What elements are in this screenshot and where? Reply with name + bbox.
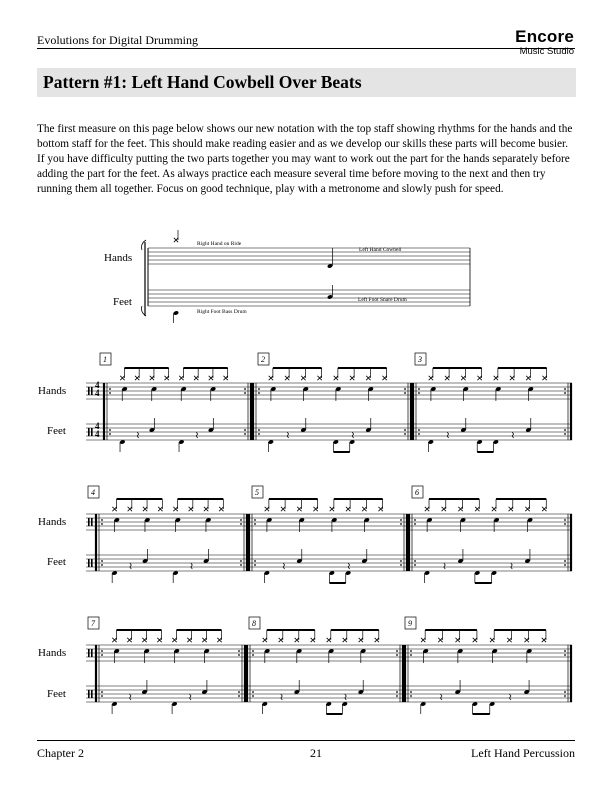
- repeat-dot: [240, 523, 242, 525]
- repeat-dot: [418, 388, 420, 390]
- repeat-dot: [258, 429, 260, 431]
- measure-number-4: 4: [91, 488, 95, 497]
- cymbal-x-note: [510, 376, 514, 380]
- cymbal-x-note: [362, 507, 366, 511]
- cymbal-x-note: [279, 638, 283, 642]
- legend-staves: [142, 230, 471, 323]
- cymbal-x-note: [375, 638, 379, 642]
- repeat-dot: [258, 392, 260, 394]
- row1-hands-label: Hands: [38, 385, 67, 397]
- rest: [191, 563, 193, 569]
- percussion-clef: [88, 428, 90, 436]
- ts-feet-top: 4: [95, 421, 100, 431]
- cymbal-x-note: [223, 376, 227, 380]
- cymbal-x-note: [429, 376, 433, 380]
- repeat-dot: [109, 388, 111, 390]
- rest: [130, 563, 132, 569]
- rest: [352, 432, 354, 438]
- repeat-dot: [254, 564, 256, 566]
- repeat-dot: [564, 519, 566, 521]
- measure-number-1: 1: [103, 355, 107, 364]
- repeat-dot: [109, 392, 111, 394]
- cymbal-x-note: [473, 638, 477, 642]
- rest: [512, 432, 514, 438]
- repeat-dot: [414, 519, 416, 521]
- page-title: Pattern #1: Left Hand Cowbell Over Beats: [43, 72, 362, 92]
- row3-hands-label: Hands: [38, 647, 67, 659]
- repeat-dot: [252, 650, 254, 652]
- percussion-clef: [88, 518, 90, 526]
- measure-number-5: 5: [255, 488, 259, 497]
- repeat-dot: [400, 519, 402, 521]
- repeat-dot: [410, 654, 412, 656]
- ts-hands-top: 4: [95, 380, 100, 390]
- repeat-dot: [244, 433, 246, 435]
- repeat-dot: [254, 519, 256, 521]
- row2-feet-label: Feet: [47, 556, 66, 568]
- rest: [440, 694, 442, 700]
- repeat-dot: [109, 433, 111, 435]
- repeat-dot: [240, 519, 242, 521]
- repeat-dot: [564, 654, 566, 656]
- cymbal-x-note: [204, 507, 208, 511]
- row3-feet-label: Feet: [47, 688, 66, 700]
- repeat-dot: [564, 523, 566, 525]
- cymbal-x-note: [313, 507, 317, 511]
- footer-page-number: 21: [310, 746, 322, 760]
- legend-feet-label: Feet: [113, 296, 132, 308]
- cymbal-x-note: [334, 376, 338, 380]
- repeat-dot: [101, 560, 103, 562]
- cymbal-x-note: [189, 507, 193, 511]
- cymbal-x-note: [509, 507, 513, 511]
- systems: [86, 368, 572, 714]
- repeat-dot: [564, 392, 566, 394]
- legend-cowbell-label: Left Hand Cowbell: [359, 247, 402, 253]
- rest: [447, 432, 449, 438]
- repeat-dot: [101, 523, 103, 525]
- repeat-dot: [101, 691, 103, 693]
- repeat-dot: [414, 523, 416, 525]
- cymbal-x-note: [143, 507, 147, 511]
- cymbal-x-note: [461, 376, 465, 380]
- percussion-clef: [91, 690, 93, 698]
- repeat-dot: [101, 654, 103, 656]
- repeat-dot: [252, 691, 254, 693]
- cymbal-x-note: [311, 638, 315, 642]
- repeat-dot: [258, 433, 260, 435]
- repeat-dot: [564, 388, 566, 390]
- legend-system: [104, 230, 470, 323]
- cymbal-x-note: [217, 638, 221, 642]
- repeat-dot: [564, 433, 566, 435]
- repeat-dot: [564, 695, 566, 697]
- cymbal-x-note: [494, 376, 498, 380]
- intro-paragraph: The first measure on this page below shows our new notation with the top staff showing rhythms for the hands and the bottom staff for the feet. This should make reading easier and as we develop our skills these parts will become busier. If you have difficulty putting the two parts together you may want to work out the part for the hands separately before adding the part for the feet. As always practice each measure several time before moving to the next and then try running them all together. Focus on good technique, play with a metronome and slowly push for speed.: [37, 123, 573, 196]
- legend-bass-label: Right Foot Bass Drum: [197, 309, 247, 315]
- cymbal-x-note: [458, 507, 462, 511]
- cymbal-x-note: [477, 376, 481, 380]
- percussion-clef: [88, 649, 90, 657]
- repeat-dot: [244, 388, 246, 390]
- rest: [190, 694, 192, 700]
- repeat-dot: [404, 429, 406, 431]
- cymbal-x-note: [112, 638, 116, 642]
- measure-number-7: 7: [91, 619, 95, 628]
- repeat-dot: [240, 560, 242, 562]
- cymbal-x-note: [343, 638, 347, 642]
- repeat-dot: [404, 388, 406, 390]
- rest: [137, 432, 139, 438]
- cymbal-x-note: [150, 376, 154, 380]
- repeat-dot: [252, 654, 254, 656]
- repeat-dot: [396, 691, 398, 693]
- cymbal-x-note: [490, 638, 494, 642]
- repeat-dot: [252, 695, 254, 697]
- cymbal-x-note: [442, 507, 446, 511]
- percussion-clef: [88, 559, 90, 567]
- cymbal-x-note: [297, 507, 301, 511]
- row1-feet-label: Feet: [47, 425, 66, 437]
- rest: [509, 694, 511, 700]
- repeat-dot: [238, 695, 240, 697]
- cymbal-x-note: [128, 507, 132, 511]
- ts-feet-bottom: 4: [95, 429, 100, 439]
- cymbal-x-note: [157, 638, 161, 642]
- repeat-dot: [238, 650, 240, 652]
- repeat-dot: [410, 695, 412, 697]
- cymbal-x-note: [158, 507, 162, 511]
- cymbal-x-note: [164, 376, 168, 380]
- rest: [281, 694, 283, 700]
- rest: [283, 563, 285, 569]
- cymbal-x-note: [525, 507, 529, 511]
- repeat-dot: [238, 691, 240, 693]
- repeat-dot: [410, 650, 412, 652]
- measure-number-9: 9: [408, 619, 412, 628]
- repeat-dot: [564, 564, 566, 566]
- cymbal-x-note: [135, 376, 139, 380]
- cymbal-x-note: [475, 507, 479, 511]
- cymbal-x-note: [359, 638, 363, 642]
- percussion-clef: [91, 428, 93, 436]
- repeat-dot: [238, 654, 240, 656]
- cymbal-x-note: [202, 638, 206, 642]
- cymbal-x-note: [179, 376, 183, 380]
- repeat-dot: [564, 691, 566, 693]
- repeat-dot: [254, 560, 256, 562]
- repeat-dot: [101, 564, 103, 566]
- repeat-dot: [400, 560, 402, 562]
- repeat-dot: [254, 523, 256, 525]
- percussion-clef: [91, 387, 93, 395]
- cymbal-x-note: [327, 638, 331, 642]
- repeat-dot: [101, 519, 103, 521]
- rest: [348, 563, 350, 569]
- rest: [287, 432, 289, 438]
- footer-chapter: Chapter 2: [37, 746, 84, 760]
- rest: [345, 694, 347, 700]
- repeat-dot: [244, 429, 246, 431]
- repeat-dot: [418, 433, 420, 435]
- repeat-dot: [109, 429, 111, 431]
- cymbal-x-note: [425, 507, 429, 511]
- cymbal-x-note: [295, 638, 299, 642]
- cymbal-x-note: [492, 507, 496, 511]
- repeat-dot: [418, 392, 420, 394]
- cymbal-x-note: [378, 507, 382, 511]
- repeat-dot: [244, 392, 246, 394]
- cymbal-x-note: [172, 638, 176, 642]
- cymbal-x-note: [366, 376, 370, 380]
- cymbal-x-note: [263, 638, 267, 642]
- cymbal-x-note: [542, 638, 546, 642]
- measure-number-8: 8: [252, 619, 256, 628]
- rest: [130, 694, 132, 700]
- cymbal-x-note: [285, 376, 289, 380]
- footer-section: Left Hand Percussion: [471, 746, 575, 760]
- cymbal-x-note: [173, 507, 177, 511]
- cymbal-x-note: [445, 376, 449, 380]
- cymbal-x-note: [209, 376, 213, 380]
- cymbal-x-note: [265, 507, 269, 511]
- cymbal-x-note: [187, 638, 191, 642]
- repeat-dot: [564, 560, 566, 562]
- repeat-dot: [396, 654, 398, 656]
- cymbal-x-note: [142, 638, 146, 642]
- footer-rule: [37, 740, 575, 741]
- repeat-dot: [564, 429, 566, 431]
- logo-name: Encore: [515, 27, 574, 46]
- measure-number-2: 2: [261, 355, 265, 364]
- repeat-dot: [564, 650, 566, 652]
- repeat-dot: [418, 429, 420, 431]
- repeat-dot: [400, 564, 402, 566]
- repeat-dot: [400, 523, 402, 525]
- rest: [444, 563, 446, 569]
- cymbal-x-note: [346, 507, 350, 511]
- repeat-dot: [404, 433, 406, 435]
- legend-snare-label: Left Foot Snare Drum: [358, 297, 407, 303]
- measure-number-3: 3: [418, 355, 422, 364]
- percussion-clef: [91, 518, 93, 526]
- cymbal-x-note: [120, 376, 124, 380]
- ts-hands-bottom: 4: [95, 388, 100, 398]
- percussion-clef: [91, 649, 93, 657]
- repeat-dot: [414, 560, 416, 562]
- row2-hands-label: Hands: [38, 516, 67, 528]
- repeat-dot: [396, 695, 398, 697]
- measure-number-6: 6: [415, 488, 419, 497]
- logo-subtitle: Music Studio: [519, 46, 574, 57]
- percussion-clef: [91, 559, 93, 567]
- cymbal-x-note: [421, 638, 425, 642]
- cymbal-x-note: [112, 507, 116, 511]
- rest: [196, 432, 198, 438]
- cymbal-x-note: [542, 507, 546, 511]
- legend-ride-label: Right Hand on Ride: [197, 241, 242, 247]
- cymbal-x-note: [330, 507, 334, 511]
- repeat-dot: [258, 388, 260, 390]
- repeat-dot: [410, 691, 412, 693]
- cymbal-x-note: [438, 638, 442, 642]
- legend-hands-label: Hands: [104, 252, 133, 264]
- header-book-title: Evolutions for Digital Drumming: [37, 33, 198, 47]
- percussion-clef: [88, 387, 90, 395]
- cymbal-x-note: [455, 638, 459, 642]
- cymbal-x-note: [174, 238, 178, 242]
- cymbal-x-note: [507, 638, 511, 642]
- cymbal-x-note: [542, 376, 546, 380]
- cymbal-x-note: [281, 507, 285, 511]
- cymbal-x-note: [526, 376, 530, 380]
- cymbal-x-note: [382, 376, 386, 380]
- repeat-dot: [404, 392, 406, 394]
- repeat-dot: [101, 650, 103, 652]
- repeat-dot: [414, 564, 416, 566]
- percussion-clef: [88, 690, 90, 698]
- cymbal-x-note: [219, 507, 223, 511]
- rest: [511, 563, 513, 569]
- repeat-dot: [101, 695, 103, 697]
- repeat-dot: [396, 650, 398, 652]
- cymbal-x-note: [194, 376, 198, 380]
- cymbal-x-note: [350, 376, 354, 380]
- cymbal-x-note: [269, 376, 273, 380]
- cymbal-x-note: [524, 638, 528, 642]
- cymbal-x-note: [317, 376, 321, 380]
- cymbal-x-note: [301, 376, 305, 380]
- cymbal-x-note: [127, 638, 131, 642]
- repeat-dot: [240, 564, 242, 566]
